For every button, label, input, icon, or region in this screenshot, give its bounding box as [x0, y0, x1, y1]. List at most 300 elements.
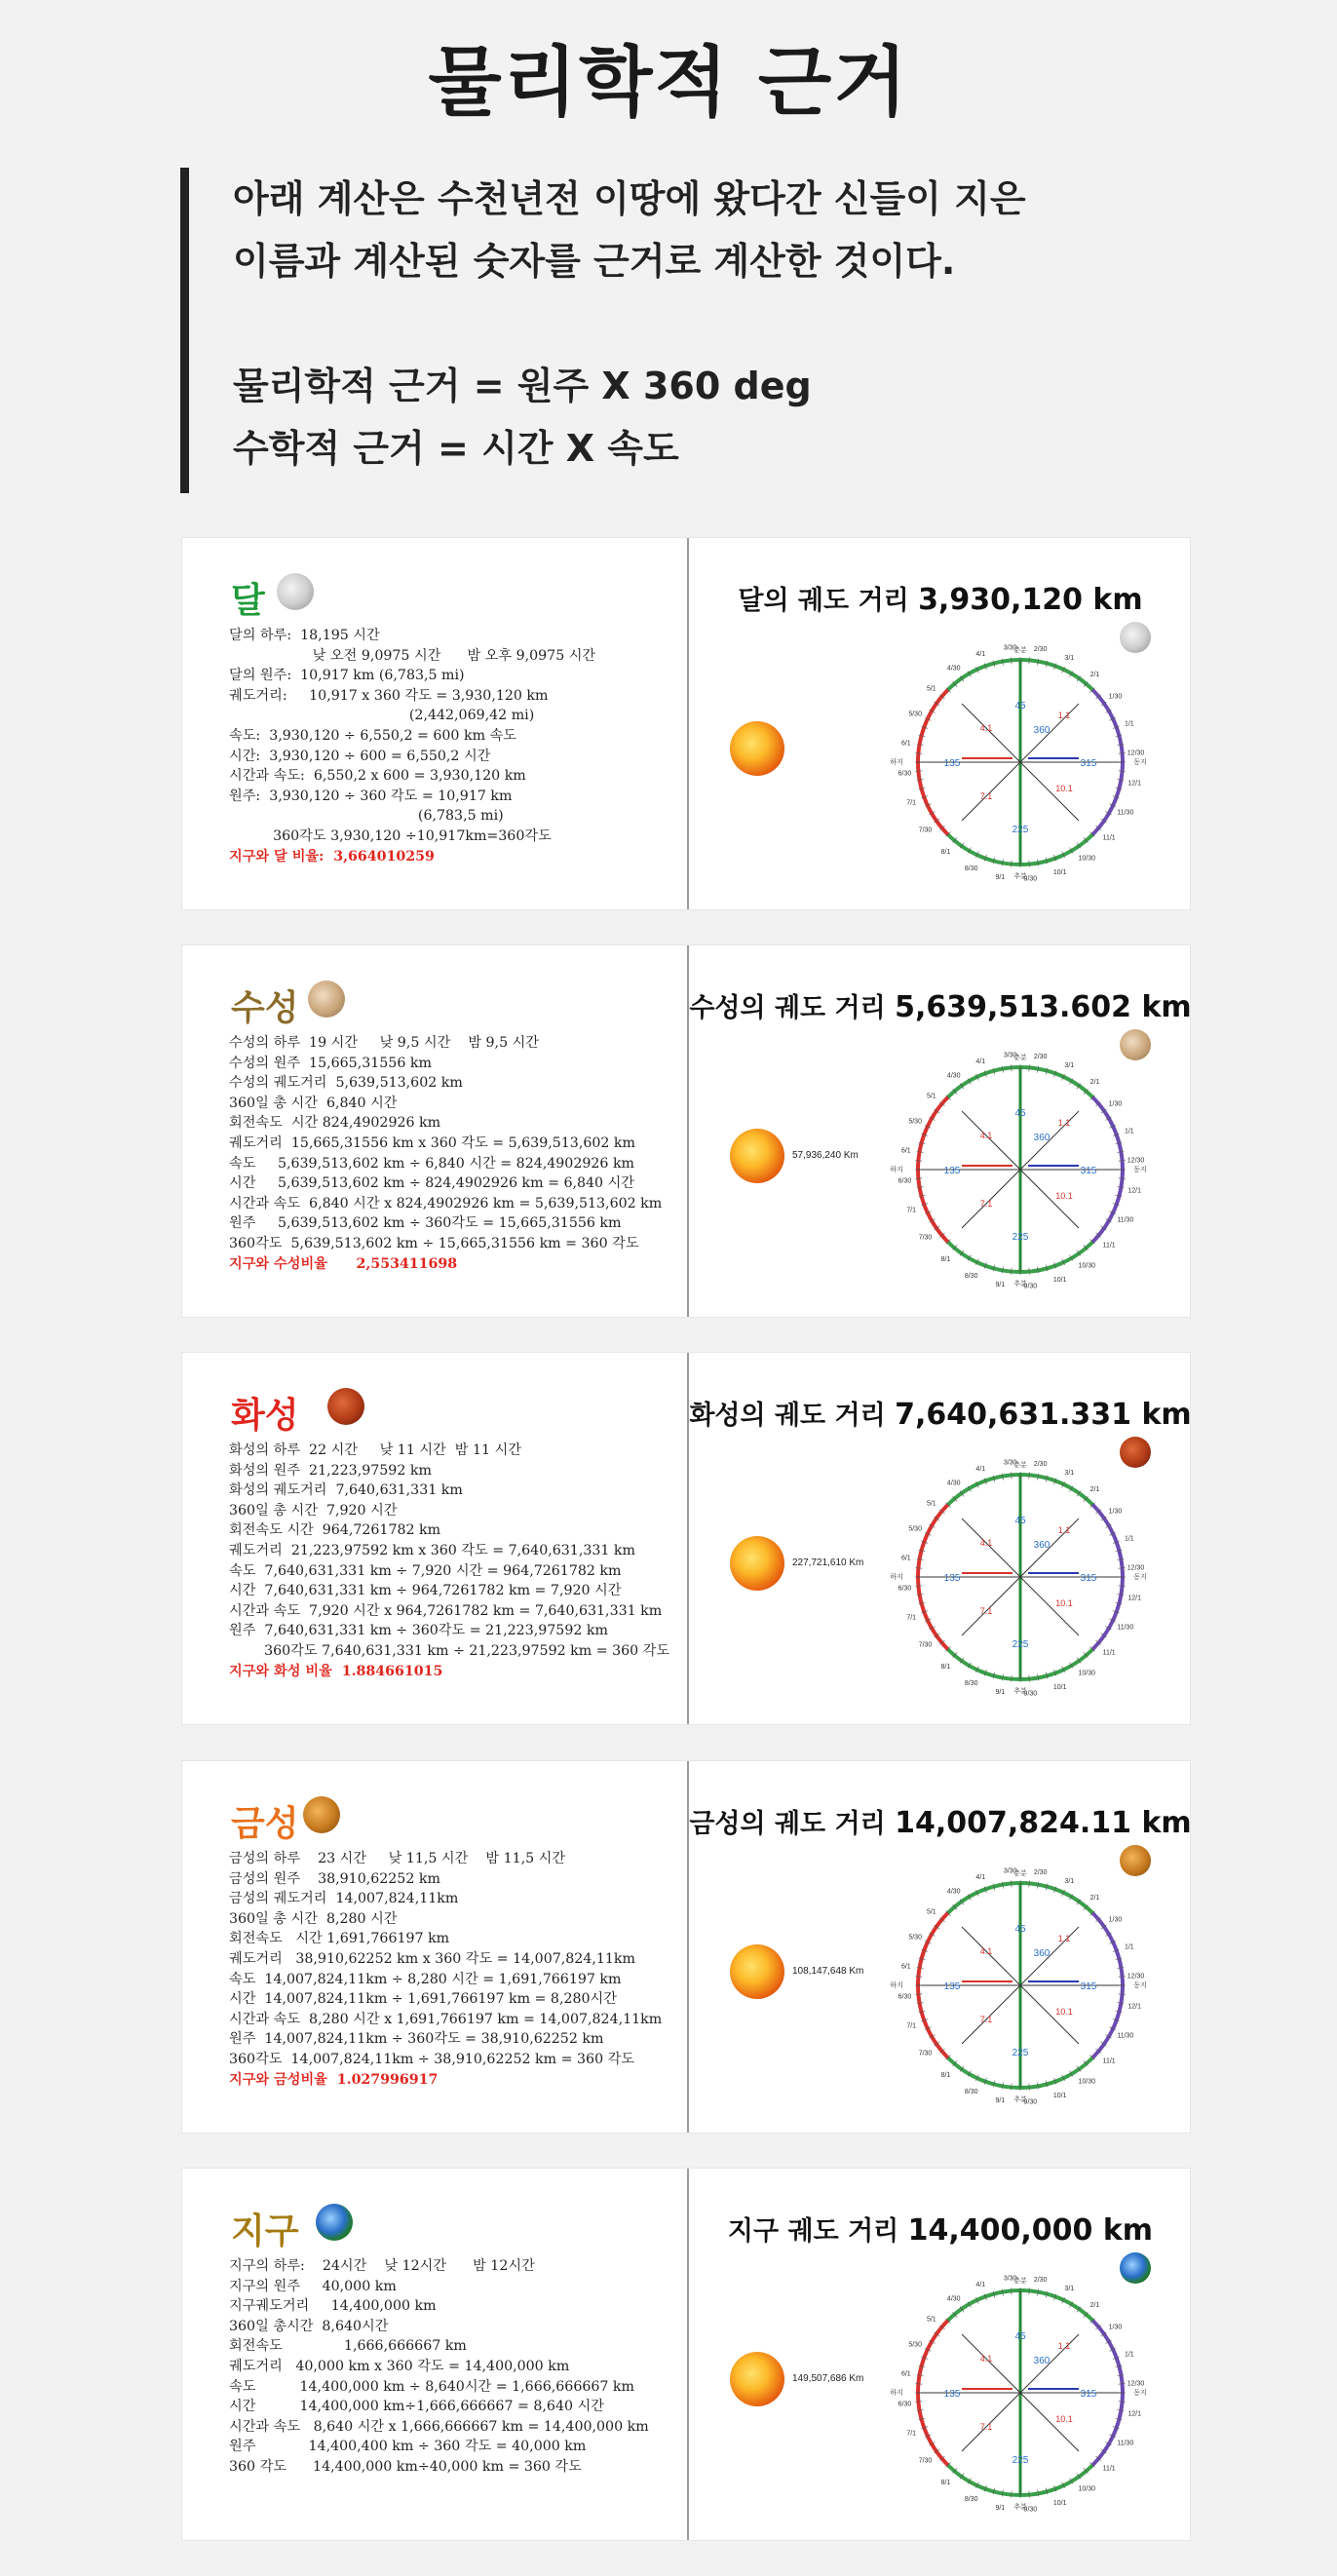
moon-icon — [277, 573, 314, 610]
month-marker: 1.1 — [1057, 1525, 1071, 1535]
ratio-line: 지구와 금성비율 1.027996917 — [229, 2071, 439, 2088]
season-label: 춘분 — [1013, 1870, 1027, 1877]
calc-line: 속도 14,400,000 km ÷ 8,640시간 = 1,666,666667 km — [229, 2378, 634, 2395]
ratio-line: 지구와 화성 비율 1.884661015 — [229, 1663, 443, 1679]
date-label: 3/1 — [1064, 655, 1075, 663]
date-label: 7/30 — [918, 1641, 933, 1649]
ratio-line: 지구와 수성비율 2,553411698 — [229, 1255, 458, 1272]
degree-label: 315 — [1080, 1573, 1097, 1584]
calc-line: 수성의 원주 15,665,31556 km — [229, 1055, 432, 1071]
degree-label: 135 — [943, 1981, 961, 1992]
date-label: 12/30 — [1127, 750, 1145, 757]
planet-card — [181, 944, 1191, 1318]
date-label: 4/30 — [946, 665, 961, 673]
card-calc-panel — [182, 945, 687, 1317]
date-label: 3/1 — [1064, 1470, 1075, 1478]
sun-icon — [730, 2352, 784, 2406]
date-label: 1/30 — [1108, 2324, 1123, 2331]
calc-line: 회전속도 시간 964,7261782 km — [229, 1522, 441, 1539]
month-marker: 10.1 — [1055, 1191, 1073, 1201]
date-label: 11/1 — [1102, 1649, 1116, 1657]
card-orbit-panel — [689, 1761, 1192, 2133]
date-label: 6/1 — [900, 2370, 911, 2378]
date-label: 5/1 — [926, 2316, 936, 2324]
date-label: 8/30 — [964, 1272, 978, 1280]
date-label: 9/30 — [1023, 875, 1038, 883]
date-label: 8/30 — [964, 2088, 978, 2095]
date-label: 9/30 — [1023, 1690, 1038, 1698]
date-label: 5/1 — [926, 1093, 936, 1100]
degree-label: 45 — [1014, 1516, 1026, 1526]
sun-distance-label: 149,507,686 Km — [792, 2373, 864, 2384]
date-label: 3/30 — [1003, 644, 1017, 652]
month-marker: 1.1 — [1057, 711, 1071, 720]
date-label: 2/30 — [1033, 1460, 1048, 1468]
calc-line: 360각도 3,930,120 ÷10,917km=360각도 — [229, 827, 552, 844]
date-label: 10/1 — [1052, 1276, 1067, 1284]
degree-label: 45 — [1014, 1108, 1026, 1119]
date-label: 2/1 — [1089, 671, 1100, 678]
date-label: 7/1 — [906, 2430, 917, 2438]
season-label: 하지 — [890, 759, 903, 766]
date-label: 9/1 — [995, 2505, 1006, 2513]
degree-label: 360 — [1033, 2356, 1050, 2366]
season-label: 추분 — [1013, 1281, 1027, 1288]
season-label: 동지 — [1133, 2390, 1147, 2397]
date-label: 6/30 — [898, 770, 912, 778]
date-label: 7/1 — [906, 799, 917, 807]
calc-line: 회전속도 1,666,666667 km — [229, 2338, 467, 2355]
calc-line: 360일 총 시간 6,840 시간 — [229, 1095, 398, 1111]
date-label: 2/1 — [1089, 1894, 1100, 1902]
calc-line: 360일 총 시간 7,920 시간 — [229, 1502, 398, 1519]
date-label: 1/30 — [1108, 693, 1123, 701]
orbit-diagram-wrap — [890, 2247, 1166, 2523]
date-label: 6/30 — [898, 1177, 912, 1185]
date-label: 6/30 — [898, 1585, 912, 1593]
date-label: 6/30 — [898, 1993, 912, 2001]
calc-line: 지구의 원주 40,000 km — [229, 2278, 397, 2294]
degree-label: 135 — [943, 1573, 961, 1584]
degree-label: 45 — [1014, 2331, 1026, 2342]
date-label: 3/1 — [1064, 1878, 1075, 1886]
calc-lines — [229, 626, 677, 866]
calc-line: 원주 14,007,824,11km ÷ 360각도 = 38,910,62252 km — [229, 2031, 604, 2048]
orbit-diagram-wrap — [890, 1023, 1166, 1300]
card-calc-panel — [182, 538, 687, 909]
calc-line: 궤도거리 38,910,62252 km x 360 각도 = 14,007,824,11km — [229, 1950, 635, 1967]
date-label: 12/30 — [1127, 1157, 1145, 1165]
orbit-title-label: 수성의 궤도 거리 — [689, 993, 886, 1023]
date-label: 11/30 — [1117, 1624, 1134, 1632]
calc-line: 궤도거리 40,000 km x 360 각도 = 14,400,000 km — [229, 2358, 570, 2374]
date-label: 7/30 — [918, 2050, 933, 2057]
calc-line: 시간과 속도 6,840 시간 x 824,4902926 km = 5,639,513,602 km — [229, 1195, 663, 1211]
date-label: 4/30 — [946, 2295, 961, 2303]
date-label: 6/1 — [900, 1963, 911, 1971]
date-label: 8/30 — [964, 1679, 978, 1687]
month-marker: 1.1 — [1057, 1934, 1071, 1943]
calc-line: 지구의 하루: 24시간 낮 12시간 밤 12시간 — [229, 2258, 535, 2274]
degree-label: 135 — [943, 2389, 961, 2400]
date-label: 10/30 — [1078, 855, 1096, 863]
date-label: 3/30 — [1003, 2275, 1017, 2283]
date-label: 10/30 — [1078, 1262, 1096, 1270]
planet-name: 수성 — [231, 988, 299, 1028]
degree-label: 360 — [1033, 1540, 1050, 1551]
month-marker: 10.1 — [1055, 2007, 1073, 2017]
calc-line: 원주 7,640,631,331 km ÷ 360각도 = 21,223,97592 km — [229, 1623, 608, 1639]
orbit-diagram — [890, 1431, 1166, 1704]
date-label: 5/30 — [908, 1525, 922, 1533]
date-label: 1/1 — [1124, 1943, 1134, 1951]
degree-label: 225 — [1012, 2048, 1029, 2058]
date-label: 1/1 — [1124, 1128, 1134, 1135]
degree-label: 45 — [1014, 1924, 1026, 1935]
date-label: 4/1 — [975, 1466, 986, 1474]
date-label: 1/1 — [1124, 1535, 1134, 1543]
date-label: 10/30 — [1078, 1670, 1096, 1677]
season-label: 춘분 — [1013, 1055, 1027, 1061]
calc-line: 달의 하루: 18,195 시간 — [229, 628, 380, 643]
season-label: 동지 — [1133, 1574, 1147, 1581]
degree-label: 225 — [1012, 2455, 1029, 2466]
calc-line: 360일 총 시간 8,280 시간 — [229, 1910, 398, 1927]
orbit-title — [689, 1394, 1192, 1432]
date-label: 11/1 — [1102, 1242, 1116, 1250]
date-label: 12/1 — [1127, 1187, 1142, 1195]
month-marker: 4.1 — [979, 1946, 993, 1956]
season-label: 추분 — [1013, 1688, 1027, 1695]
date-label: 6/1 — [900, 740, 911, 748]
season-label: 하지 — [890, 2390, 903, 2397]
calc-line: 궤도거리 21,223,97592 km x 360 각도 = 7,640,631,331 km — [229, 1542, 635, 1558]
calc-line: 속도 14,007,824,11km ÷ 8,280 시간 = 1,691,766197 km — [229, 1971, 622, 1987]
date-label: 12/30 — [1127, 1564, 1145, 1572]
date-label: 1/30 — [1108, 1508, 1123, 1516]
date-label: 8/1 — [940, 2480, 951, 2487]
month-marker: 10.1 — [1055, 784, 1073, 793]
date-label: 5/1 — [926, 1500, 936, 1508]
orbit-title — [689, 986, 1192, 1024]
date-label: 11/1 — [1102, 2057, 1116, 2065]
month-marker: 4.1 — [979, 1131, 993, 1140]
card-orbit-panel — [689, 1353, 1192, 1724]
orbit-diagram-wrap — [890, 616, 1166, 893]
date-label: 8/30 — [964, 2495, 978, 2503]
orbit-title — [689, 1802, 1192, 1840]
orbit-diagram — [890, 616, 1166, 889]
date-label: 5/30 — [908, 2341, 922, 2349]
date-label: 6/1 — [900, 1147, 911, 1155]
date-label: 4/30 — [946, 1072, 961, 1080]
calc-line: (2,442,069,42 mi) — [229, 708, 535, 724]
intro-line-1: 아래 계산은 수천년전 이땅에 왔다간 신들이 지은 — [233, 177, 1026, 220]
card-calc-panel — [182, 2169, 687, 2540]
calc-line: 360 각도 14,400,000 km÷40,000 km = 360 각도 — [229, 2458, 582, 2475]
orbit-diagram-wrap — [890, 1431, 1166, 1708]
degree-label: 135 — [943, 758, 961, 769]
date-label: 1/1 — [1124, 720, 1134, 728]
calc-line: 속도 5,639,513,602 km ÷ 6,840 시간 = 824,4902926 km — [229, 1155, 634, 1172]
calc-line: 시간 7,640,631,331 km ÷ 964,7261782 km = 7,920 시간 — [229, 1583, 622, 1599]
page-title: 물리학적 근거 — [428, 39, 909, 127]
calc-line: 금성의 궤도거리 14,007,824,11km — [229, 1891, 459, 1907]
date-label: 10/1 — [1052, 868, 1067, 876]
date-label: 10/1 — [1052, 2499, 1067, 2507]
degree-label: 315 — [1080, 758, 1097, 769]
date-label: 6/1 — [900, 1555, 911, 1562]
date-label: 9/30 — [1023, 2506, 1038, 2514]
month-marker: 4.1 — [979, 723, 993, 733]
date-label: 12/1 — [1127, 2003, 1142, 2011]
date-label: 2/1 — [1089, 1078, 1100, 1086]
date-label: 5/30 — [908, 1934, 922, 1942]
date-label: 12/1 — [1127, 1595, 1142, 1602]
sun-icon — [730, 721, 784, 776]
date-label: 9/30 — [1023, 1283, 1038, 1290]
date-label: 4/30 — [946, 1888, 961, 1896]
formula-physics: 물리학적 근거 = 원주 X 360 deg — [233, 365, 812, 407]
calc-line: 360각도 14,007,824,11km ÷ 38,910,62252 km = 360 각도 — [229, 2051, 635, 2067]
mars-icon — [327, 1388, 364, 1425]
month-marker: 7.1 — [979, 791, 993, 801]
degree-label: 225 — [1012, 825, 1029, 835]
date-label: 3/30 — [1003, 1867, 1017, 1875]
calc-lines — [229, 1441, 677, 1681]
degree-label: 135 — [943, 1166, 961, 1176]
date-label: 7/30 — [918, 2457, 933, 2465]
orbit-value: 7,640,631.331 km — [895, 1398, 1192, 1432]
season-label: 동지 — [1133, 1982, 1147, 1989]
date-label: 10/1 — [1052, 1683, 1067, 1691]
season-label: 하지 — [890, 1574, 903, 1581]
calc-line: 360각도 7,640,631,331 km ÷ 21,223,97592 km = 360 각도 — [229, 1642, 670, 1659]
date-label: 2/30 — [1033, 2276, 1048, 2284]
orbit-diagram — [890, 2247, 1166, 2519]
date-label: 12/30 — [1127, 2380, 1145, 2388]
date-label: 11/1 — [1102, 2465, 1116, 2473]
calc-line: 화성의 하루 22 시간 낮 11 시간 밤 11 시간 — [229, 1442, 521, 1458]
month-marker: 7.1 — [979, 1606, 993, 1616]
date-label: 1/30 — [1108, 1100, 1123, 1108]
date-label: 8/1 — [940, 849, 951, 857]
date-label: 9/1 — [995, 874, 1006, 882]
date-label: 7/1 — [906, 1614, 917, 1622]
date-label: 1/1 — [1124, 2351, 1134, 2359]
sun-icon — [730, 1129, 784, 1183]
season-label: 춘분 — [1013, 2278, 1027, 2285]
mercury-icon — [308, 980, 345, 1018]
calc-line: 궤도거리 15,665,31556 km x 360 각도 = 5,639,513,602 km — [229, 1134, 635, 1151]
date-label: 8/30 — [964, 865, 978, 872]
date-label: 3/30 — [1003, 1459, 1017, 1467]
season-label: 추분 — [1013, 2096, 1027, 2103]
orbit-title-label: 지구 궤도 거리 — [727, 2216, 899, 2247]
calc-line: 궤도거리: 10,917 x 360 각도 = 3,930,120 km — [229, 687, 549, 704]
date-label: 5/1 — [926, 685, 936, 693]
planet-name: 지구 — [231, 2211, 299, 2251]
month-marker: 10.1 — [1055, 1598, 1073, 1608]
intro-quote — [180, 168, 1194, 493]
date-label: 10/30 — [1078, 2485, 1096, 2493]
degree-label: 360 — [1033, 1948, 1050, 1959]
orbit-value: 5,639,513.602 km — [895, 990, 1192, 1024]
date-label: 10/30 — [1078, 2078, 1096, 2086]
date-label: 5/30 — [908, 1118, 922, 1126]
orbit-value: 3,930,120 km — [918, 583, 1143, 617]
degree-label: 225 — [1012, 1639, 1029, 1650]
season-label: 추분 — [1013, 873, 1027, 880]
month-marker: 1.1 — [1057, 2341, 1071, 2351]
calc-line: 수성의 하루 19 시간 낮 9,5 시간 밤 9,5 시간 — [229, 1035, 540, 1051]
degree-label: 360 — [1033, 725, 1050, 736]
date-label: 7/30 — [918, 1234, 933, 1242]
date-label: 8/1 — [940, 2072, 951, 2080]
card-orbit-panel — [689, 945, 1192, 1317]
date-label: 4/1 — [975, 1058, 986, 1066]
date-label: 11/30 — [1117, 2440, 1134, 2447]
degree-label: 315 — [1080, 1166, 1097, 1176]
date-label: 12/30 — [1127, 1973, 1145, 1980]
date-label: 3/30 — [1003, 1052, 1017, 1059]
calc-lines — [229, 1849, 677, 2090]
date-label: 12/1 — [1127, 2410, 1142, 2418]
date-label: 10/1 — [1052, 2092, 1067, 2099]
calc-line: 시간과 속도 8,280 시간 x 1,691,766197 km = 14,007,824,11km — [229, 2011, 663, 2027]
planet-card — [181, 2168, 1191, 2541]
date-label: 4/1 — [975, 2282, 986, 2289]
orbit-diagram — [890, 1839, 1166, 2112]
orbit-title-label: 금성의 궤도 거리 — [689, 1809, 886, 1839]
season-label: 하지 — [890, 1982, 903, 1989]
month-marker: 7.1 — [979, 2422, 993, 2432]
season-label: 동지 — [1133, 759, 1147, 766]
orbit-title — [689, 2210, 1192, 2248]
date-label: 9/30 — [1023, 2098, 1038, 2106]
date-label: 2/1 — [1089, 1485, 1100, 1493]
calc-lines — [229, 2256, 677, 2478]
calc-line: 원주: 3,930,120 ÷ 360 각도 = 10,917 km — [229, 788, 513, 804]
calc-line: 원주 5,639,513,602 km ÷ 360각도 = 15,665,31556 km — [229, 1215, 622, 1232]
orbit-title-label: 달의 궤도 거리 — [738, 586, 909, 616]
calc-line: 화성의 궤도거리 7,640,631,331 km — [229, 1482, 463, 1499]
degree-label: 315 — [1080, 1981, 1097, 1992]
date-label: 11/1 — [1102, 834, 1116, 842]
orbit-title-label: 화성의 궤도 거리 — [689, 1401, 886, 1431]
date-label: 12/1 — [1127, 780, 1142, 788]
planet-card — [181, 1760, 1191, 2134]
sun-icon — [730, 1944, 784, 1999]
planet-name: 달 — [231, 581, 265, 621]
card-orbit-panel — [689, 2169, 1192, 2540]
calc-line: 시간과 속도: 6,550,2 x 600 = 3,930,120 km — [229, 768, 526, 785]
planet-name: 화성 — [231, 1396, 299, 1436]
month-marker: 7.1 — [979, 1199, 993, 1209]
earth-icon — [316, 2204, 353, 2241]
date-label: 9/1 — [995, 1282, 1006, 1289]
date-label: 11/30 — [1117, 1216, 1134, 1224]
calc-line: 회전속도 시간 1,691,766197 km — [229, 1931, 450, 1947]
orbit-diagram-wrap — [890, 1839, 1166, 2116]
date-label: 5/30 — [908, 711, 922, 718]
date-label: 11/30 — [1117, 2032, 1134, 2040]
planet-card — [181, 537, 1191, 910]
planet-name: 금성 — [231, 1804, 299, 1844]
season-label: 하지 — [890, 1167, 903, 1173]
sun-icon — [730, 1536, 784, 1591]
card-calc-panel — [182, 1353, 687, 1724]
date-label: 7/30 — [918, 827, 933, 834]
month-marker: 7.1 — [979, 2015, 993, 2024]
planet-card — [181, 1352, 1191, 1725]
card-calc-panel — [182, 1761, 687, 2133]
month-marker: 10.1 — [1055, 2414, 1073, 2424]
month-marker: 4.1 — [979, 2354, 993, 2364]
season-label: 춘분 — [1013, 647, 1027, 654]
date-label: 7/1 — [906, 1207, 917, 1214]
calc-line: 시간과 속도 8,640 시간 x 1,666,666667 km = 14,400,000 km — [229, 2418, 649, 2435]
date-label: 8/1 — [940, 1256, 951, 1264]
card-orbit-panel — [689, 538, 1192, 909]
intro-line-2: 이름과 계산된 숫자를 근거로 계산한 것이다. — [233, 240, 956, 283]
calc-line: 금성의 원주 38,910,62252 km — [229, 1870, 440, 1887]
date-label: 11/30 — [1117, 809, 1134, 817]
sun-distance-label: 108,147,648 Km — [792, 1966, 864, 1977]
calc-line: 시간 14,400,000 km÷1,666,666667 = 8,640 시간 — [229, 2399, 604, 2415]
date-label: 3/1 — [1064, 1062, 1075, 1070]
venus-icon — [303, 1796, 340, 1833]
formula-math: 수학적 근거 = 시간 X 속도 — [233, 427, 679, 470]
calc-line: 원주 14,400,400 km ÷ 360 각도 = 40,000 km — [229, 2439, 587, 2455]
date-label: 4/1 — [975, 651, 986, 659]
orbit-value: 14,400,000 km — [907, 2213, 1154, 2248]
calc-line: 수성의 궤도거리 5,639,513,602 km — [229, 1075, 463, 1092]
date-label: 9/1 — [995, 2097, 1006, 2105]
calc-line: 360각도 5,639,513,602 km ÷ 15,665,31556 km = 360 각도 — [229, 1235, 639, 1251]
season-label: 동지 — [1133, 1167, 1147, 1173]
date-label: 8/1 — [940, 1664, 951, 1672]
sun-distance-label: 57,936,240 Km — [792, 1150, 859, 1161]
date-label: 2/1 — [1089, 2301, 1100, 2309]
degree-label: 360 — [1033, 1133, 1050, 1143]
calc-line: 속도 7,640,631,331 km ÷ 7,920 시간 = 964,7261782 km — [229, 1562, 622, 1579]
calc-line: 달의 원주: 10,917 km (6,783,5 mi) — [229, 668, 465, 684]
month-marker: 4.1 — [979, 1538, 993, 1548]
date-label: 2/30 — [1033, 645, 1048, 653]
calc-line: (6,783,5 mi) — [229, 808, 504, 825]
date-label: 1/30 — [1108, 1916, 1123, 1924]
calc-line: 360일 총시간 8,640시간 — [229, 2318, 389, 2334]
date-label: 6/30 — [898, 2401, 912, 2408]
calc-line: 지구궤도거리 14,400,000 km — [229, 2298, 437, 2315]
calc-lines — [229, 1033, 677, 1274]
season-label: 춘분 — [1013, 1462, 1027, 1469]
date-label: 9/1 — [995, 1689, 1006, 1697]
date-label: 3/1 — [1064, 2286, 1075, 2293]
degree-label: 225 — [1012, 1232, 1029, 1243]
orbit-diagram — [890, 1023, 1166, 1296]
calc-line: 시간과 속도 7,920 시간 x 964,7261782 km = 7,640,631,331 km — [229, 1602, 663, 1619]
calc-line: 낮 오전 9,0975 시간 밤 오후 9,0975 시간 — [229, 647, 596, 664]
date-label: 2/30 — [1033, 1053, 1048, 1060]
orbit-title — [689, 579, 1192, 617]
calc-line: 속도: 3,930,120 ÷ 6,550,2 = 600 km 속도 — [229, 727, 516, 744]
date-label: 5/1 — [926, 1908, 936, 1916]
degree-label: 315 — [1080, 2389, 1097, 2400]
season-label: 추분 — [1013, 2504, 1027, 2511]
orbit-value: 14,007,824.11 km — [895, 1806, 1192, 1840]
